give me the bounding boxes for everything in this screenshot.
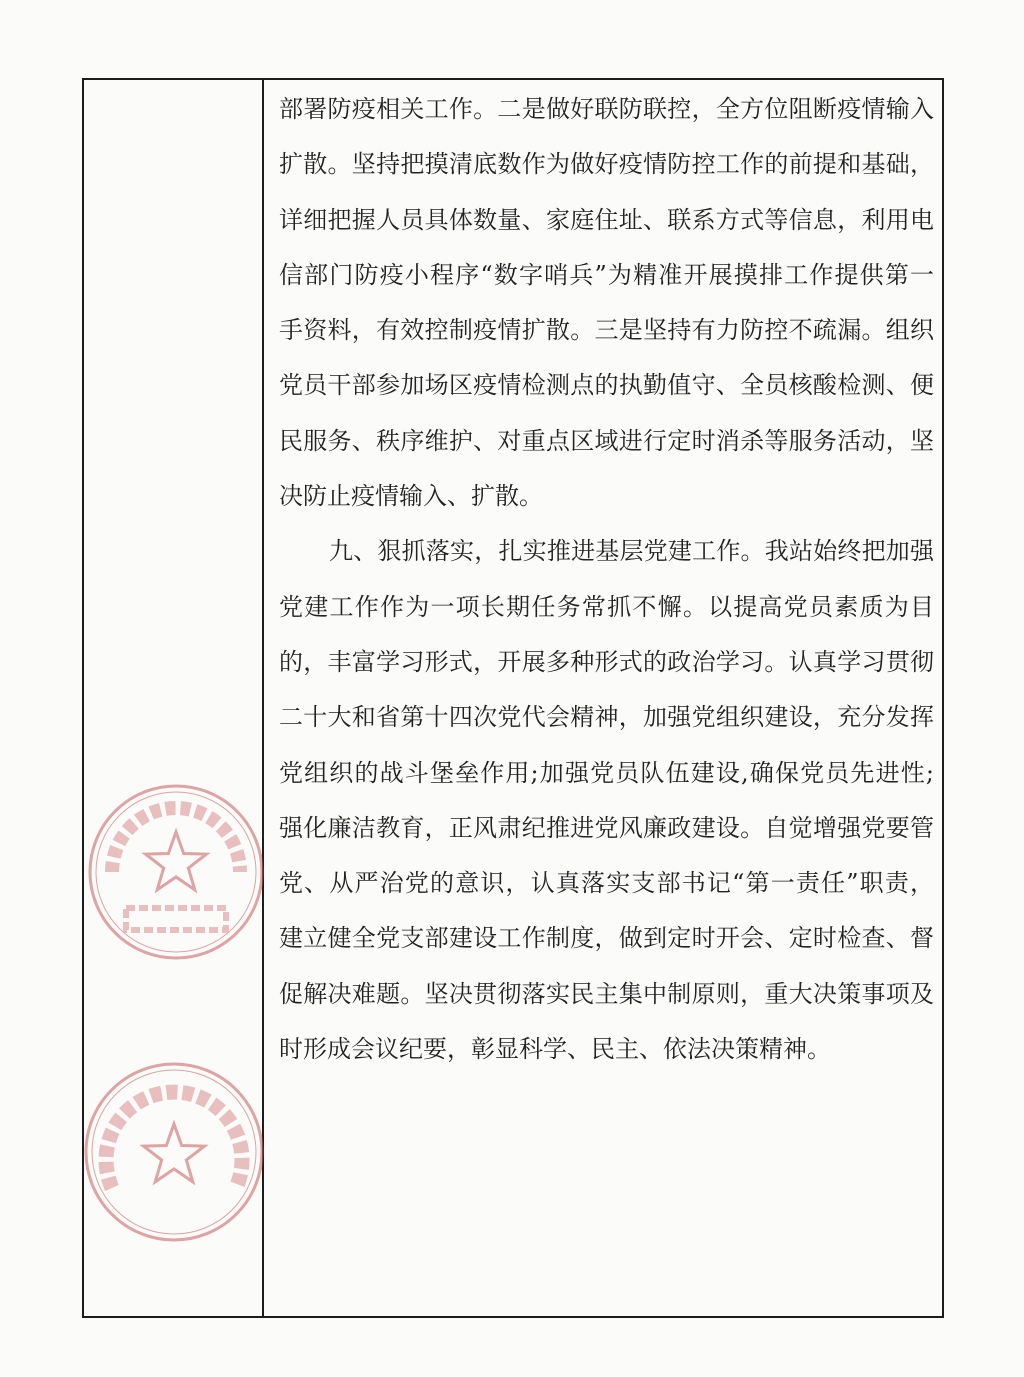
seal-lettering-arc [112,808,240,872]
text-line: 二十大和省第十四次党代会精神，加强党组织建设，充分发挥 [279,703,934,732]
text-line: 党员干部参加场区疫情检测点的执勤值守、全员核酸检测、便 [279,371,934,400]
paragraph-9 [279,524,934,1077]
text-line: 党组织的战斗堡垒作用;加强党员队伍建设,确保党员先进性; [279,758,934,787]
text-line: 部署防疫相关工作。二是做好联防联控，全方位阻断疫情输入 [279,95,934,123]
text-line: 党建工作作为一项长期任务常抓不懈。以提高党员素质为目 [279,592,934,621]
text-line: 决防止疫情输入、扩散。 [279,482,543,511]
text-line: 建立健全党支部建设工作制度，做到定时开会、定时检查、督 [279,924,934,953]
seal-lettering-arc [106,1092,242,1188]
text-line: 的，丰富学习形式，开展多种形式的政治学习。认真学习贯彻 [279,647,934,676]
official-seal-icon [86,780,266,970]
text-line: 党、从严治党的意识，认真落实支部书记“第一责任”职责， [279,869,934,898]
seal-star-icon [144,1124,205,1182]
official-seal-icon [82,1058,267,1248]
text-line: 时形成会议纪要，彰显科学、民主、依法决策精神。 [279,1035,831,1064]
text-line: 九、狠抓落实，扎实推进基层党建工作。我站始终把加强 [329,537,934,566]
body-text-column [279,82,934,1077]
text-line: 手资料，有效控制疫情扩散。三是坚持有力防控不疏漏。组织 [279,316,934,345]
text-line: 促解决难题。坚决贯彻落实民主集中制原则，重大决策事项及 [279,979,934,1008]
seal-bottom-band [126,908,226,930]
text-line: 民服务、秩序维护、对重点区域进行定时消杀等服务活动，坚 [279,426,934,455]
text-line: 扩散。坚持把摸清底数作为做好疫情防控工作的前提和基础， [279,150,934,179]
text-line: 强化廉洁教育，正风肃纪推进党风廉政建设。自觉增强党要管 [279,813,934,842]
paragraph-8-continued [279,82,934,524]
seal-star-icon [146,832,207,890]
text-line: 信部门防疫小程序“数字哨兵”为精准开展摸排工作提供第一 [279,260,934,289]
text-line: 详细把握人员具体数量、家庭住址、联系方式等信息，利用电 [279,205,934,234]
